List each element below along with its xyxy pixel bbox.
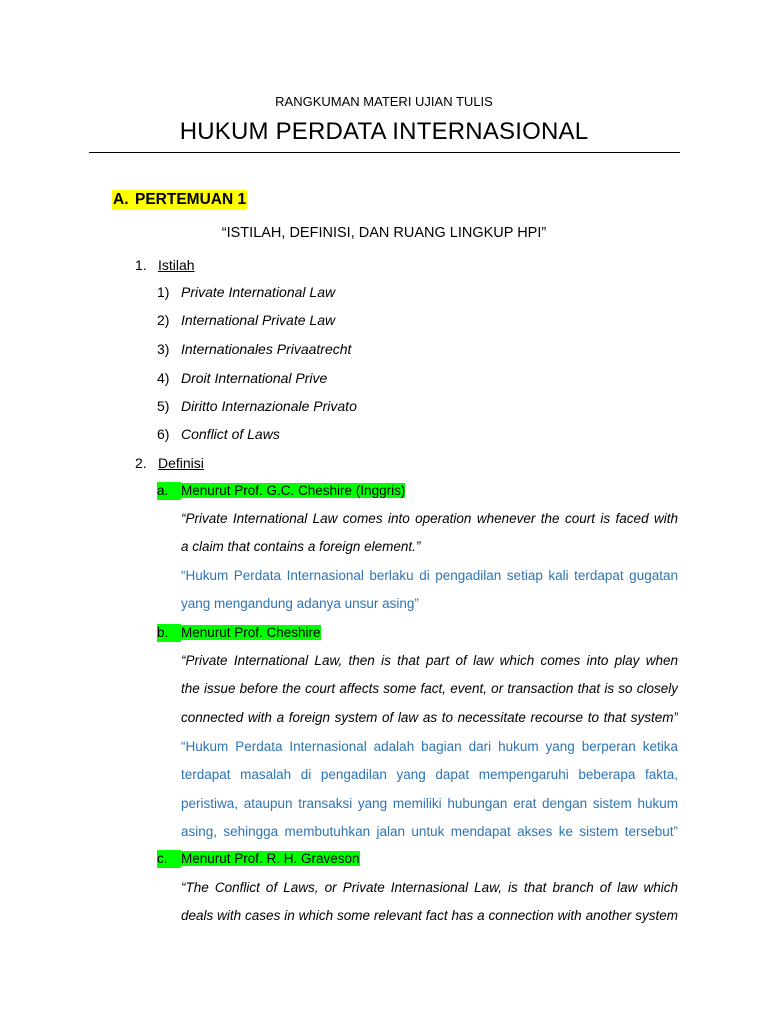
definition-heading: b. Menurut Prof. Cheshire: [157, 625, 321, 640]
definisi-label: Definisi: [158, 455, 204, 471]
list-item: 5) Diritto Internazionale Privato: [157, 398, 357, 414]
istilah-label: Istilah: [158, 257, 195, 273]
list-item: 1) Private International Law: [157, 284, 336, 300]
topic-heading: “ISTILAH, DEFINISI, DAN RUANG LINGKUP HPI”: [221, 225, 547, 241]
document-subtitle: RANGKUMAN MATERI UJIAN TULIS: [275, 94, 493, 109]
definisi-number: 2.: [135, 455, 147, 471]
definition-source: Menurut Prof. G.C. Cheshire (Inggris): [181, 483, 406, 498]
section-letter: A.: [113, 191, 129, 208]
list-item: 4) Droit International Prive: [157, 370, 328, 386]
definition-source: Menurut Prof. Cheshire: [181, 625, 321, 640]
istilah-heading: [135, 256, 195, 274]
definisi-heading: [135, 454, 204, 472]
definition-translation: “Hukum Perdata Internasional adalah bagian dari hukum yang berperan ketika terdapat masalah di pengadilan yang dapat mempengaruhi beberapa fakta, peristiwa, ataupun transaksi yang memiliki hubungan erat dengan sistem hukum asing, sehingga membutuhkan jalan untuk mendapat akses ke sistem tersebut”: [181, 739, 678, 840]
list-item: 2) International Private Law: [157, 312, 336, 328]
istilah-number: 1.: [135, 257, 147, 273]
definition-heading: a. Menurut Prof. G.C. Cheshire (Inggris): [157, 483, 406, 498]
definition-english: “Private International Law comes into operation whenever the court is faced with a claim that contains a foreign element.”: [181, 511, 678, 555]
definition-translation: “Hukum Perdata Internasional berlaku di pengadilan setiap kali terdapat gugatan yang mengandung adanya unsur asing”: [181, 568, 678, 612]
definition-english: “The Conflict of Laws, or Private Internasional Law, is that branch of law which deals with cases in which some relevant fact has a connection with another system: [181, 880, 678, 924]
definition-heading: c. Menurut Prof. R. H. Graveson: [157, 851, 360, 866]
list-item: 6) Conflict of Laws: [157, 426, 280, 442]
definition-english: “Private International Law, then is that part of law which comes into play when the issue before the court affects some fact, event, or transaction that is so closely connected with a foreign system of law as to necessitate recourse to that system”: [181, 653, 678, 725]
list-item: 3) Internationales Privaatrecht: [157, 341, 352, 357]
document-title: HUKUM PERDATA INTERNASIONAL: [179, 118, 589, 145]
section-title: PERTEMUAN 1: [135, 191, 247, 208]
title-divider: [89, 152, 680, 153]
section-heading: [112, 190, 247, 210]
definition-source: Menurut Prof. R. H. Graveson: [181, 851, 360, 866]
